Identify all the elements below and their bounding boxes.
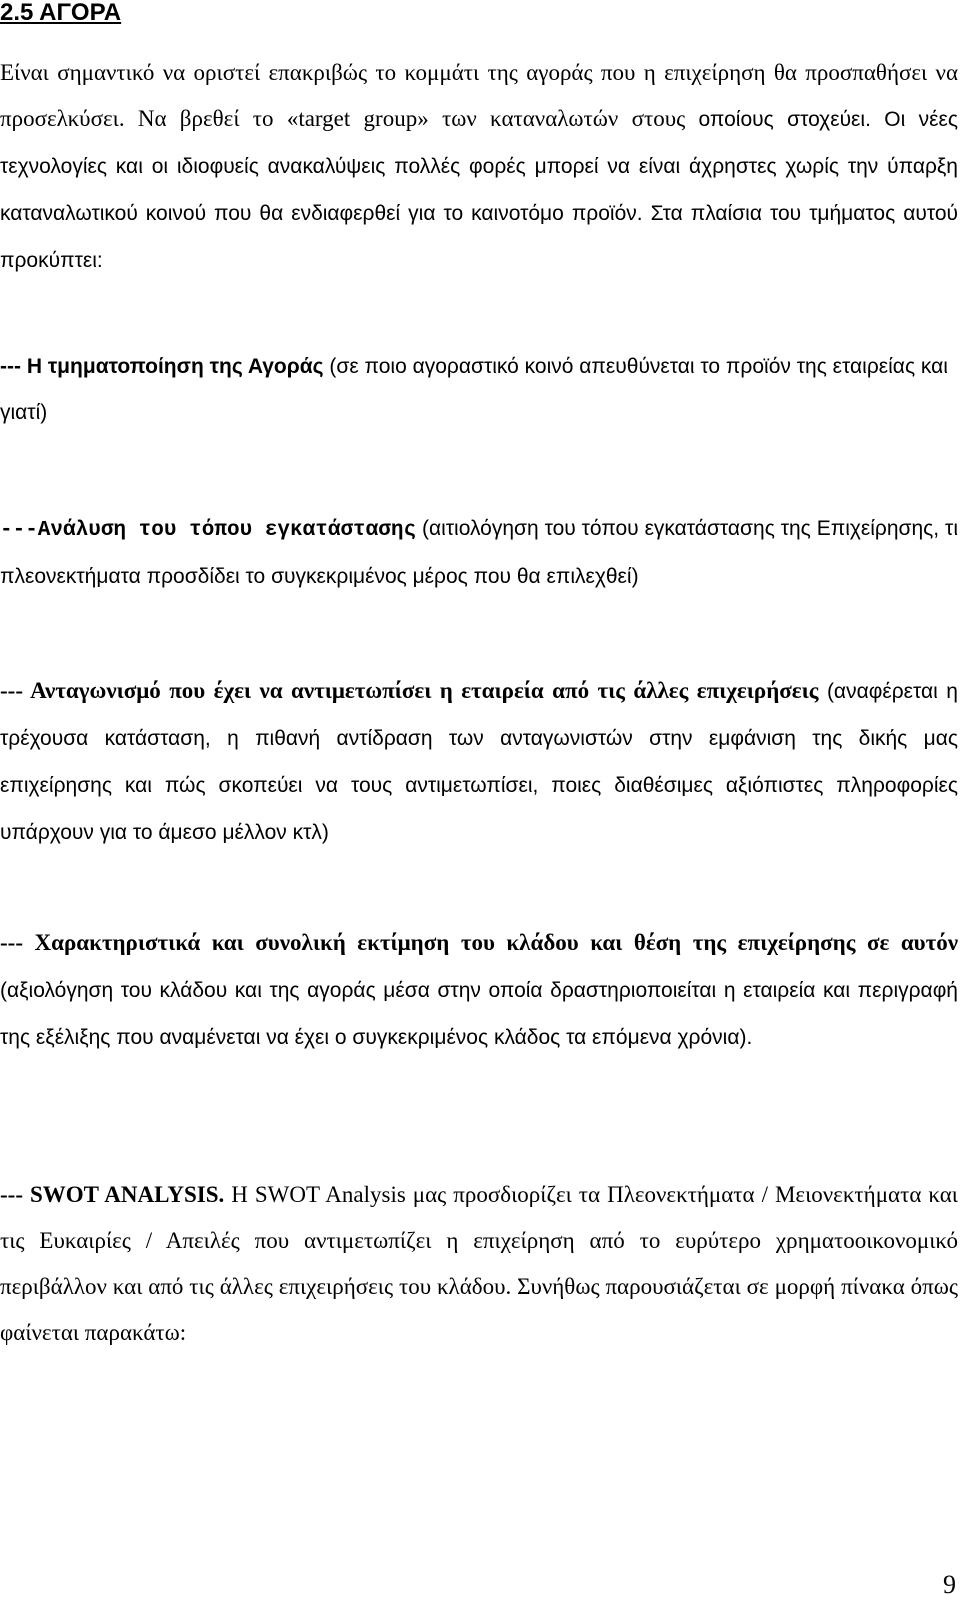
- competition-title: --- Ανταγωνισμό που έχει να αντιμετωπίσει η εταιρεία από τις άλλες επιχειρήσεις: [0, 678, 819, 703]
- sector-assessment-text: (αξιολόγηση του κλάδου και της αγοράς μέσα στην οποία δραστηριοποιείται η εταιρεία και περιγραφή της εξέλιξης που αναμένεται να έχει ο συγκεκριμένος κλάδος τα επόμενα χρόνια).: [0, 979, 958, 1049]
- competition-paragraph: [0, 668, 958, 856]
- swot-analysis-text: Η SWOT Analysis μας προσδιορίζει τα Πλεονεκτήματα / Μειονεκτήματα και τις Ευκαιρίες / Απειλές που αντιμετωπίζει η επιχείρηση από το ευρύτερο χρηματοοικονομικό περιβάλλον και από τις άλλες επιχειρήσεις του κλάδου. Συνήθως παρουσιάζεται σε μορφή πίνακα όπως φαίνεται παρακάτω:: [0, 1182, 958, 1345]
- section-heading: 2.5 ΑΓΟΡΑ: [0, 0, 122, 26]
- intro-paragraph: [0, 50, 958, 284]
- location-analysis-text: (αιτιολόγηση του τόπου εγκατάστασης της Επιχείρησης, τι πλεονεκτήματα προσδίδει το συγκεκριμένος μέρος που θα επιλεχθεί): [0, 517, 958, 588]
- competition-text: (αναφέρεται η τρέχουσα κατάσταση, η πιθανή αντίδραση των ανταγωνιστών στην εμφάνιση της δικής μας επιχείρησης και πώς σκοπεύει να τους αντιμετωπίσει, ποιες διαθέσιμες αξιόπιστες πληροφορίες υπάρχουν για το άμεσο μέλλον κτλ): [0, 680, 958, 844]
- sector-assessment-title: --- Χαρακτηριστικά και συνολική εκτίμηση του κλάδου και θέση της επιχείρησης σε αυτόν: [0, 930, 958, 955]
- market-segmentation-text: (σε ποιο αγοραστικό κοινό απευθύνεται το προϊόν της εταιρείας και γιατί): [0, 355, 948, 424]
- market-segmentation-paragraph: [0, 344, 958, 436]
- location-analysis-paragraph: [0, 506, 958, 600]
- market-segmentation-title: --- Η τμηματοποίηση της Αγοράς: [0, 355, 324, 378]
- intro-text-serif: Είναι σημαντικό να οριστεί επακριβώς το κομμάτι της αγοράς που η επιχείρηση θα προσπαθήσει να προσελκύσει. Να βρεθεί το «target group» των καταναλωτών στους: [0, 60, 958, 131]
- intro-text-sans: οποίους στοχεύει. Οι νέες τεχνολογίες και οι ιδιοφυείς ανακαλύψεις πολλές φορές μπορεί να είναι άχρηστες χωρίς την ύπαρξη καταναλωτικού κοινού που θα ενδιαφερθεί για το καινοτόμο προϊόν. Στα πλαίσια του τμήματος αυτού προκύπτει:: [0, 108, 958, 272]
- sector-assessment-paragraph: [0, 920, 958, 1061]
- location-analysis-title: ---Ανάλυση του τόπου εγκατάστασης: [0, 519, 417, 542]
- page-number: 9: [943, 1570, 956, 1599]
- swot-analysis-title: --- SWOT ANALYSIS.: [0, 1182, 225, 1207]
- swot-analysis-paragraph: [0, 1172, 958, 1356]
